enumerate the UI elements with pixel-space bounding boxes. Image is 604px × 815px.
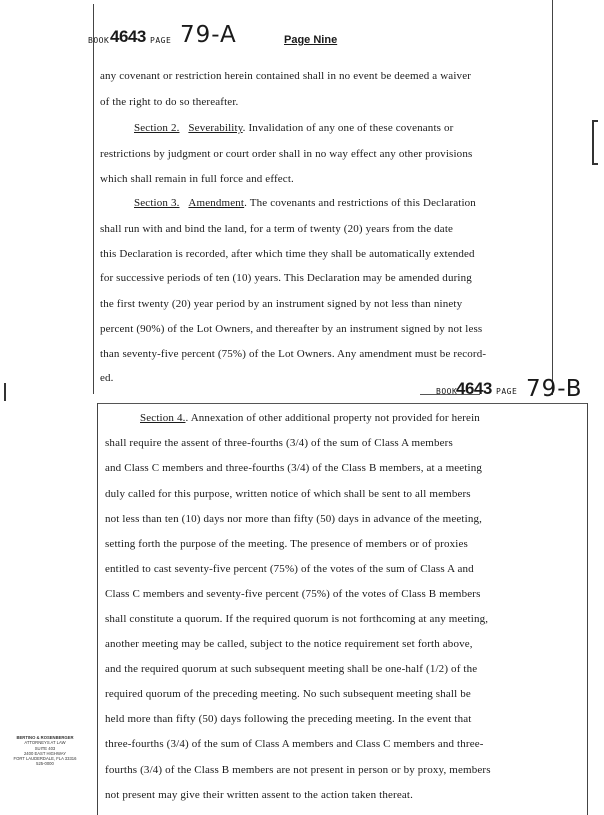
body-line: the first twenty (20) year period by an instrument signed by not less than ninety (100, 298, 463, 310)
body-line: this Declaration is recorded, after which time they shall be automatically extended (100, 248, 475, 260)
section-4-text: . Annexation of other additional property not provided for herein (185, 412, 480, 424)
body-line: percent (90%) of the Lot Owners, and thereafter by an instrument signed by not less (100, 323, 483, 335)
section-3-first-line (134, 197, 476, 209)
body-line: and the required quorum at such subsequent meeting shall be one-half (1/2) of the (105, 663, 478, 675)
body-line: any covenant or restriction herein contained shall in no event be deemed a waiver (100, 70, 472, 82)
section-2-title: Severability (188, 122, 243, 134)
top-page-right-rule (552, 0, 553, 395)
body-line: which shall remain in full force and effect. (100, 173, 294, 185)
bottom-page-top-rule (97, 403, 587, 404)
stamp-line: FORT LAUDERDALE, FLA 33316 (13, 756, 77, 762)
stamp-line: BERTINO & ROSENBERGER (16, 735, 74, 740)
body-line: required quorum of the preceding meeting. No such subsequent meeting shall be (105, 688, 471, 700)
section-2-heading: Section 2. (134, 122, 180, 134)
section-2-text: . Invalidation of any one of these covenants or (242, 122, 454, 134)
book-label: BOOK (436, 387, 458, 396)
book-number: 4643 (456, 379, 492, 398)
book-number: 4643 (110, 27, 146, 46)
body-line: setting forth the purpose of the meeting. The presence of members or of proxies (105, 538, 468, 550)
body-line: duly called for this purpose, written notice of which shall be sent to all members (105, 488, 471, 500)
body-line: held more than fifty (50) days following the preceding meeting. In the event that (105, 713, 472, 725)
page-label: PAGE (496, 387, 518, 396)
handwritten-page-number: 79-B (526, 376, 583, 402)
left-margin-mark (4, 383, 6, 401)
section-3-title: Amendment (188, 197, 245, 209)
body-line: and Class C members and three-fourths (3/4) of the Class B members, at a meeting (105, 462, 483, 474)
book-label: BOOK (88, 36, 110, 45)
section-4-first-line (140, 412, 480, 424)
body-line: shall constitute a quorum. If the required quorum is not forthcoming at any meeting, (105, 613, 489, 625)
page-title: Page Nine (284, 34, 338, 46)
stamp-line: 2400 EAST HIGHWAY (23, 750, 67, 756)
handwritten-page-number: 79-A (180, 22, 237, 48)
section-2-first-line (134, 122, 453, 134)
stamp-line: ATTORNEYS AT LAW (24, 740, 66, 746)
body-line: ed. (100, 372, 114, 384)
body-line: entitled to cast seventy-five percent (75%) of the votes of the sum of Class A and (105, 563, 474, 575)
bottom-page-left-rule (97, 403, 98, 815)
body-line: not present may give their written assent to the action taken thereat. (105, 789, 414, 801)
bottom-page-right-rule (587, 403, 588, 815)
right-edge-bracket-bottom (592, 163, 598, 165)
section-3-heading: Section 3. (134, 197, 180, 209)
stamp-line: 525-0000 (36, 761, 54, 767)
body-line: not less than ten (10) days nor more than fifty (50) days in advance of the meeting, (105, 513, 483, 525)
body-line: three-fourths (3/4) of the sum of Class A members and Class C members and three- (105, 738, 484, 750)
body-line: shall require the assent of three-fourths (3/4) of the sum of Class A members (105, 437, 453, 449)
right-edge-bracket-top (592, 120, 598, 122)
body-line: of the right to do so thereafter. (100, 96, 239, 108)
section-4-heading: Section 4. (140, 412, 186, 424)
section-3-text: . The covenants and restrictions of this Declaration (244, 197, 476, 209)
stamp-line: SUITE 403 (34, 745, 56, 751)
body-line: Class C members and seventy-five percent (75%) of the votes of Class B members (105, 588, 481, 600)
body-line: another meeting may be called, subject to the notice requirement set forth above, (105, 638, 473, 650)
body-line: fourths (3/4) of the Class B members are not present in person or by proxy, members (105, 764, 491, 776)
top-page-left-rule (93, 4, 94, 394)
body-line: restrictions by judgment or court order shall in no way effect any other provisions (100, 148, 473, 160)
body-line: shall run with and bind the land, for a term of twenty (20) years from the date (100, 223, 454, 235)
page-label: PAGE (150, 36, 172, 45)
attorney-stamp (2, 735, 88, 767)
body-line: than seventy-five percent (75%) of the Lot Owners. Any amendment must be record- (100, 348, 487, 360)
body-line: for successive periods of ten (10) years. This Declaration may be amended during (100, 272, 472, 284)
right-edge-bracket (592, 120, 594, 165)
